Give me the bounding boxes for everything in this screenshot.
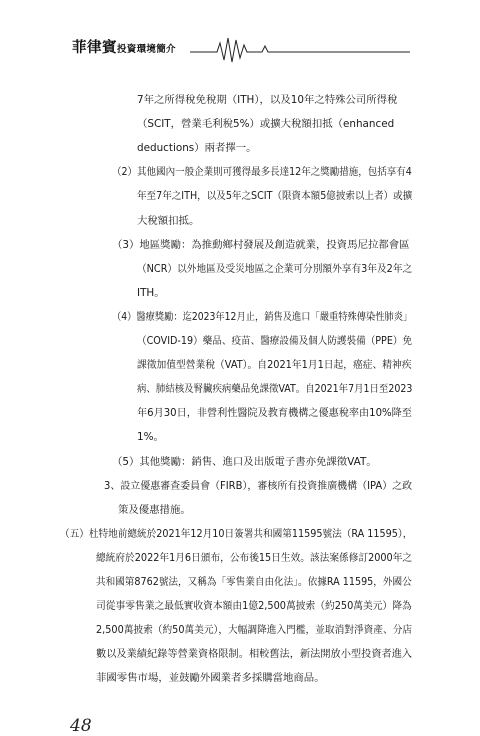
header-title-sub: 投資環境簡介 bbox=[117, 44, 176, 55]
text-line: （五）杜特地前總統於2021年12月10日簽署共和國第11595號法（RA 11595）， bbox=[60, 527, 413, 540]
text-line: （2）其他國內一般企業則可獲得最多長達12年之獎勵措施，包括享有4 bbox=[112, 166, 412, 179]
text-line: 1%。 bbox=[137, 431, 164, 444]
text-line: 病、肺結核及腎臟疾病藥品免課徵VAT。自2021年7月1日至2023 bbox=[137, 383, 413, 396]
text-line: 司從事零售業之最低實收資本額由1億2,500萬披索（約250萬美元）降為 bbox=[96, 600, 412, 613]
text-line: 總統府於2022年1月6日頒布，公布後15日生效。該法案係修訂2000年之 bbox=[96, 551, 413, 564]
text-line: （5）其他獎勵：銷售、進口及出版電子書亦免課徵VAT。 bbox=[112, 455, 377, 468]
page-header bbox=[0, 0, 480, 70]
text-line: 年6月30日，非營利性醫院及教育機構之優惠稅率由10%降至 bbox=[137, 407, 412, 420]
text-line: 2,500萬披索（約50萬美元），大幅調降進入門檻，並取消對淨資產、分店 bbox=[96, 624, 413, 637]
text-line: 數以及業績紀錄等營業資格限制。相較舊法，新法開放小型投資者進入 bbox=[96, 648, 413, 661]
text-line: （4）醫療獎勵：迄2023年12月止，銷售及進口「嚴重特殊傳染性肺炎」 bbox=[112, 310, 413, 323]
text-line: 7年之所得稅免稅期（ITH），以及10年之特殊公司所得稅 bbox=[137, 94, 398, 106]
text-line: ITH。 bbox=[137, 286, 165, 299]
header-title-main: 菲律賓 bbox=[72, 39, 117, 56]
text-line: 策及優惠措施。 bbox=[118, 503, 191, 516]
page-number: 48 bbox=[70, 715, 92, 736]
heartbeat-line-decoration bbox=[0, 0, 480, 70]
text-line: （NCR）以外地區及受災地區之企業可分別額外享有3年及2年之 bbox=[137, 262, 413, 275]
text-line: 大稅額扣抵。 bbox=[137, 214, 200, 227]
text-line: 3、設立優惠審查委員會（FIRB），審核所有投資推廣機構（IPA）之政 bbox=[104, 479, 413, 492]
text-line: 菲國零售市場，並鼓勵外國業者多採購當地商品。 bbox=[96, 672, 325, 685]
text-line: （SCIT，營業毛利稅5%）或擴大稅額扣抵（enhanced bbox=[137, 118, 395, 131]
text-line: 年至7年之ITH，以及5年之SCIT（限資本額5億披索以上者）或擴 bbox=[137, 190, 413, 203]
text-line: 課徵加值型營業稅（VAT）。自2021年1月1日起，癌症、精神疾 bbox=[137, 359, 412, 372]
text-line: 共和國第8762號法，又稱為「零售業自由化法」。依據RA 11595，外國公 bbox=[96, 576, 412, 588]
text-line: deductions）兩者擇一。 bbox=[137, 142, 257, 155]
text-line: （3）地區獎勵：為推動鄉村發展及創造就業，投資馬尼拉都會區 bbox=[112, 238, 410, 251]
text-line: （COVID-19）藥品、疫苗、醫療設備及個人防護裝備（PPE）免 bbox=[137, 335, 413, 347]
